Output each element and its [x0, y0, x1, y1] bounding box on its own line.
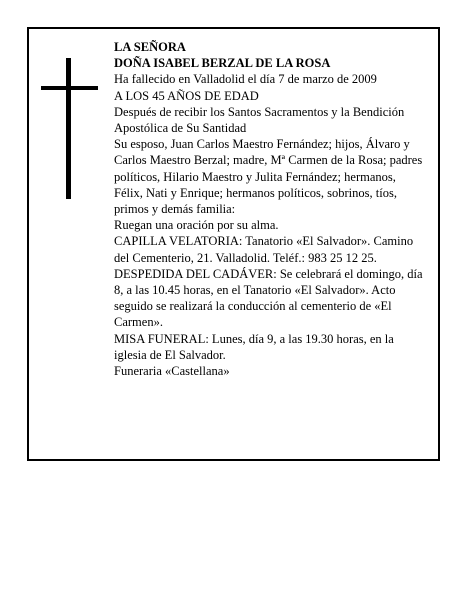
mass-info: MISA FUNERAL: Lunes, día 9, a las 19.30 horas, en la iglesia de El Salvador. [114, 331, 394, 362]
farewell-info: DESPEDIDA DEL CADÁVER: Se celebrará el domingo, día 8, a las 10.45 horas, en el Tanatorio «El Salvador». Acto seguido se realizará la conducción al cementerio de «El Carmen». [114, 266, 423, 330]
obituary-notice [27, 27, 440, 461]
prayer-request: Ruegan una oración por su alma. [114, 218, 279, 233]
age-statement: A LOS 45 AÑOS DE EDAD [114, 88, 259, 103]
sacraments-statement: Después de recibir los Santos Sacramentos y la Bendición Apostólica de Su Santidad [114, 104, 405, 136]
death-statement: Ha fallecido en Valladolid el día 7 de marzo de 2009 [114, 72, 377, 87]
chapel-info: CAPILLA VELATORIA: Tanatorio «El Salvador». Camino del Cementerio, 21. Valladolid. Teléf.: 983 25 12 25. [114, 234, 414, 265]
title-line-1: LA SEÑORA [114, 40, 186, 54]
notice-text [114, 39, 426, 379]
family-list: Su esposo, Juan Carlos Maestro Fernández; hijos, Álvaro y Carlos Maestro Berzal; madre, Mª Carmen de la Rosa; padres políticos, Hilario Maestro y Julita Fernández; hermanos, Félix, Nati y Enrique; hermanos políticos, sobrinos, tíos, primos y demás familia: [114, 137, 423, 217]
deceased-name: DOÑA ISABEL BERZAL DE LA ROSA [114, 56, 331, 71]
funeral-home: Funeraria «Castellana» [114, 364, 230, 379]
